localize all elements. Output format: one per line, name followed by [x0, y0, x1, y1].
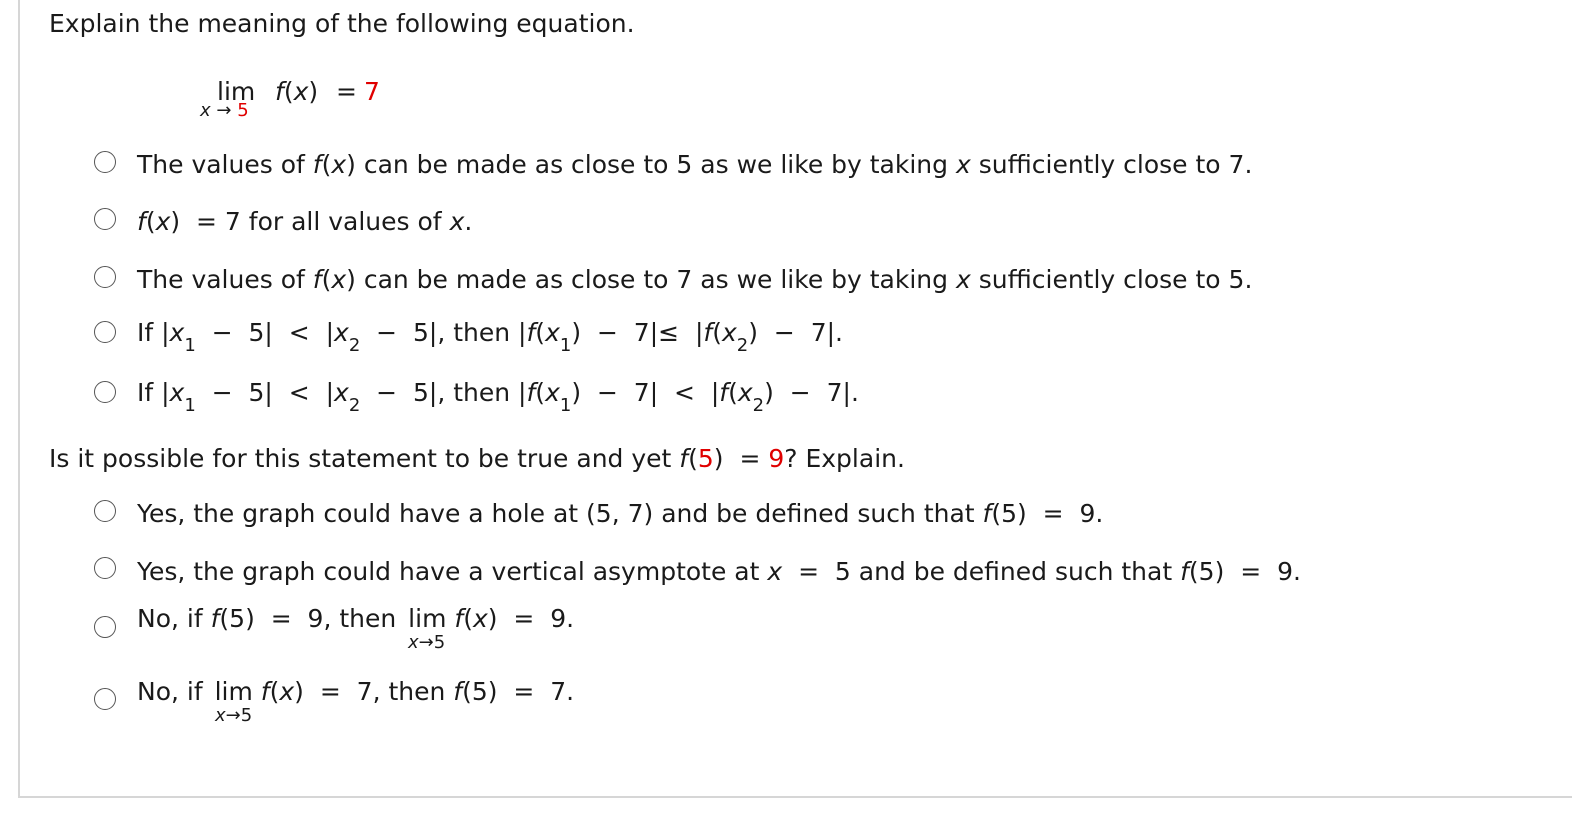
question-1-prompt: Explain the meaning of the following equation.	[49, 9, 635, 38]
option-2c-lim-subscript: x→5	[408, 632, 446, 653]
limit-lim: lim	[217, 77, 256, 106]
limit-value: 7	[364, 77, 380, 106]
option-1a-label[interactable]: The values of f(x) can be made as close to 5 as we like by taking x sufficiently close to 7.	[137, 150, 1253, 179]
limit-approach: 5	[237, 100, 249, 121]
q2-value: 9	[768, 444, 785, 473]
question-2-prompt: Is it possible for this statement to be true and yet f(5) = 9? Explain.	[49, 444, 905, 473]
q2-arg: 5	[697, 444, 714, 473]
option-1d-label[interactable]: If $|x_1 - 5| < |x_2 - 5|$, then $|f(x_1) - 7|\le |f(x_2) - 7|$.	[137, 318, 843, 356]
limit-subscript: x → 5	[200, 100, 249, 121]
option-2b-label[interactable]: Yes, the graph could have a vertical asymptote at x = 5 and be defined such that f(5) = 9.	[137, 557, 1301, 586]
q2-prompt-text: Is it possible for this statement to be true and yet	[49, 444, 680, 473]
radio-option-1b[interactable]	[94, 208, 116, 230]
limit-var: x	[200, 100, 211, 121]
q2-eq: =	[739, 444, 761, 473]
limit-function: f(x)	[275, 77, 319, 106]
radio-option-2d[interactable]	[94, 688, 116, 710]
option-1c-label[interactable]: The values of f(x) can be made as close to 7 as we like by taking x sufficiently close to 5.	[137, 265, 1253, 294]
radio-option-2a[interactable]	[94, 500, 116, 522]
option-2d-label[interactable]: No, if lim f(x) = 7, then f(5) = 7.	[137, 677, 575, 706]
option-1b-label[interactable]: f(x) = 7 for all values of x.	[137, 207, 473, 236]
radio-option-1a[interactable]	[94, 151, 116, 173]
limit-equals: =	[336, 77, 357, 106]
option-2c-label[interactable]: No, if f(5) = 9, then lim f(x) = 9.	[137, 604, 575, 633]
q2-post: ? Explain.	[784, 444, 905, 473]
option-1e-label[interactable]: If $|x_1 - 5| < |x_2 - 5|$, then $|f(x_1) - 7| < |f(x_2) - 7|$.	[137, 378, 859, 416]
radio-option-2c[interactable]	[94, 616, 116, 638]
radio-option-2b[interactable]	[94, 557, 116, 579]
radio-option-1c[interactable]	[94, 266, 116, 288]
option-2d-lim-subscript: x→5	[215, 705, 253, 726]
option-2a-label[interactable]: Yes, the graph could have a hole at (5, 7) and be defined such that f(5) = 9.	[137, 499, 1104, 528]
radio-option-1e[interactable]	[94, 381, 116, 403]
radio-option-1d[interactable]	[94, 321, 116, 343]
